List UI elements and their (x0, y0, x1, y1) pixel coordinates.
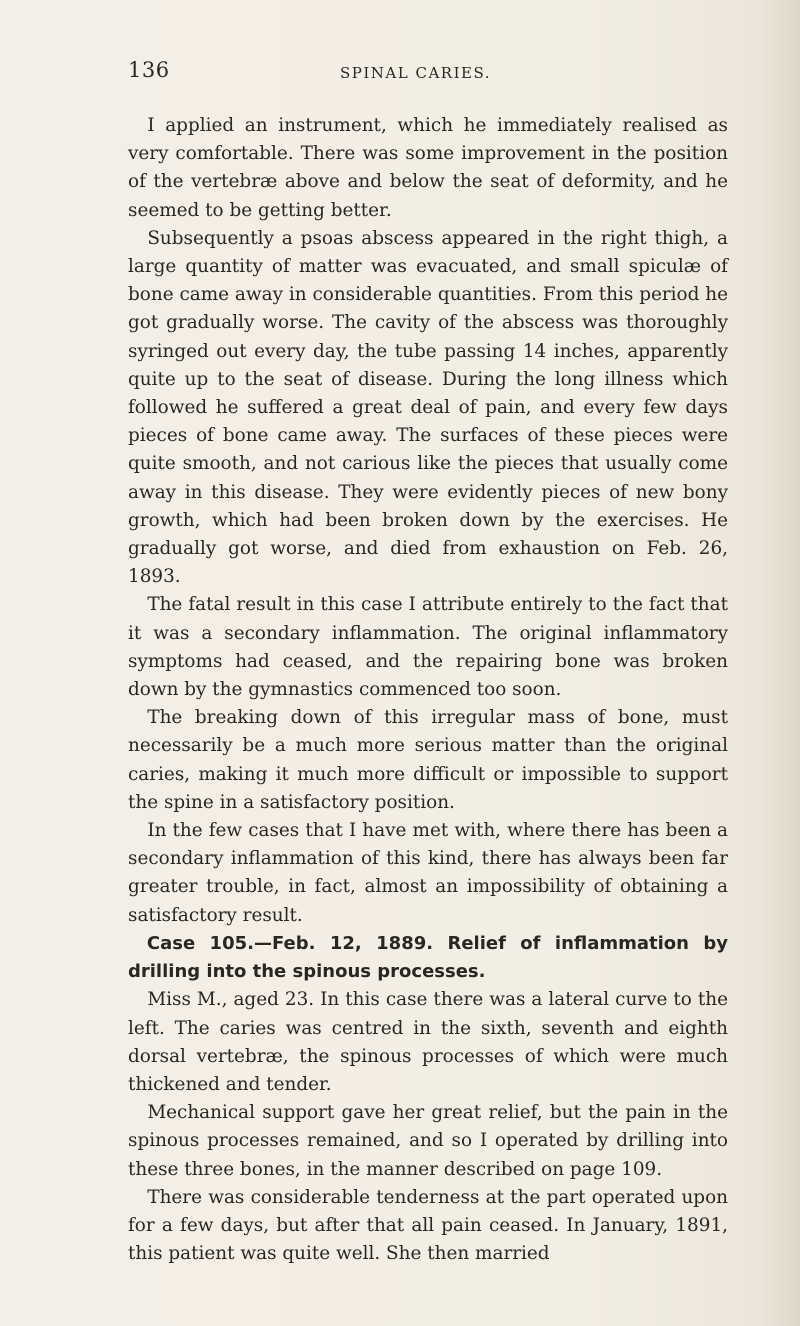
paragraph: The breaking down of this irregular mass of bone, must necessarily be a much more serious matter than the original caries, making it much more difficult or impossible to support the spine in a satisfactory position. (128, 707, 728, 813)
page-number: 136 (128, 58, 170, 82)
paragraph: I applied an instrument, which he immediately realised as very comfortable. There was some improvement in the position of the vertebræ above and below the seat of deformity, and he seemed to be getting better. (128, 115, 728, 221)
case-heading: Case 105.—Feb. 12, 1889. Relief of inflammation by drilling into the spinous processes. (128, 932, 728, 983)
running-title: SPINAL CARIES. (340, 64, 491, 82)
paragraph: Mechanical support gave her great relief, but the pain in the spinous processes remained, and so I operated by drilling into these three bones, in the manner described on page 109. (128, 1102, 728, 1180)
page-header (128, 58, 688, 92)
paragraph: The fatal result in this case I attribute entirely to the fact that it was a secondary inflammation. The original inflammatory symptoms had ceased, and the repairing bone was broken down by the gymnastics commenced too soon. (128, 594, 728, 701)
body-text (128, 112, 728, 1268)
paragraph: Miss M., aged 23. In this case there was a lateral curve to the left. The caries was centred in the sixth, seventh and eighth dorsal vertebræ, the spinous processes of which were much thickened and tender. (128, 989, 728, 1095)
paragraph: There was considerable tenderness at the part operated upon for a few days, but after that all pain ceased. In January, 1891, this patient was quite well. She then married (128, 1186, 728, 1265)
paragraph: Subsequently a psoas abscess appeared in the right thigh, a large quantity of matter was evacuated, and small spiculæ of bone came away in considerable quantities. From this period he got gradually worse. The cavity of the abscess was thoroughly syringed out every day, the tube passing 14 inches, apparently quite up to the seat of disease. During the long illness which followed he suffered a great deal of pain, and every few days pieces of bone came away. The surfaces of these pieces were quite smooth, and not carious like the pieces that usually come away in this disease. They were evidently pieces of new bony growth, which had been broken down by the exercises. He gradually got worse, and died from exhaustion on Feb. 26, 1893. (128, 227, 728, 588)
paragraph: In the few cases that I have met with, where there has been a secondary inflammation of this kind, there has always been far greater trouble, in fact, almost an impossibility of obtaining a satisfactory result. (128, 820, 728, 926)
